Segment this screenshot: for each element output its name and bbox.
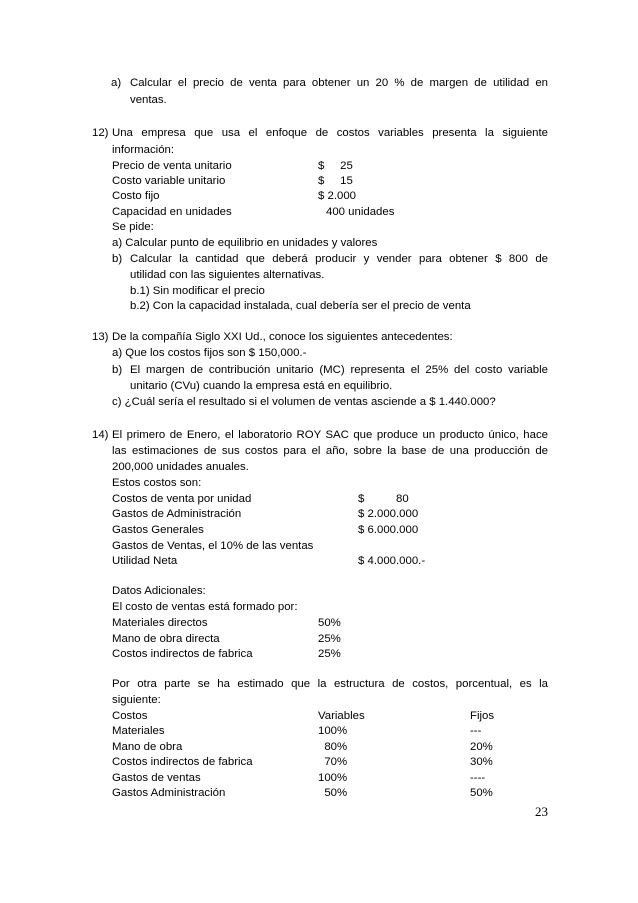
item-marker: a) (111, 77, 122, 89)
problem-text: Por otra parte se ha estimado que la estructura de costos, porcentual, es la (112, 678, 548, 690)
cost-label: Gastos Generales (112, 524, 204, 536)
composition-value: 25% (318, 648, 341, 660)
table-cell: 50% (470, 787, 493, 799)
sub-item: unitario (CVu) cuando la empresa está en equilibrio. (130, 380, 393, 392)
sub-item: a) Calcular punto de equilibrio en unidades y valores (112, 237, 378, 249)
table-cell: Mano de obra (112, 741, 183, 753)
table-header-costos: Costos (112, 710, 148, 722)
table-cell: Materiales (112, 725, 165, 737)
page-number: 23 (535, 804, 548, 819)
cost-value: $ 2.000.000 (358, 508, 419, 520)
sub-sub-item: b.1) Sin modificar el precio (130, 285, 265, 297)
problem-text: Una empresa que usa el enfoque de costos variables presenta la siguiente (112, 127, 548, 139)
data-row-value: 400 unidades (326, 206, 395, 218)
problem-text: siguiente: (112, 694, 161, 706)
cost-value: $ 80 (358, 493, 409, 505)
sub-item: a) Que los costos fijos son $ 150,000.- (112, 347, 307, 359)
data-row-value: $ 15 (318, 175, 353, 187)
problem-text: 200,000 unidades anuales. (112, 461, 249, 473)
sub-item: El margen de contribución unitario (MC) representa el 25% del costo variable (130, 364, 548, 376)
table-cell: 80% (318, 741, 348, 753)
item-text: Calcular el precio de venta para obtener un 20 % de margen de utilidad en (130, 77, 548, 89)
sub-item: utilidad con las siguientes alternativas. (130, 269, 325, 281)
table-cell: Costos indirectos de fabrica (112, 756, 253, 768)
data-row-label: Costo variable unitario (112, 175, 226, 187)
section-label: Estos costos son: (112, 477, 202, 489)
data-row-label: Precio de venta unitario (112, 160, 232, 172)
table-cell: 100% (318, 772, 348, 784)
data-row-value: $ 25 (318, 160, 353, 172)
cost-label: Costos de venta por unidad (112, 493, 252, 505)
composition-label: Costos indirectos de fabrica (112, 648, 253, 660)
problem-text: las estimaciones de sus costos para el año, sobre la base de una producción de (112, 445, 548, 457)
table-header-fijos: Fijos (470, 710, 495, 722)
problem-text: De la compañía Siglo XXI Ud., conoce los siguientes antecedentes: (112, 331, 453, 343)
composition-value: 25% (318, 633, 341, 645)
cost-value: $ 6.000.000 (358, 524, 419, 536)
item-text: ventas. (130, 94, 167, 106)
section-label: El costo de ventas está formado por: (112, 601, 298, 613)
table-cell: Gastos de ventas (112, 772, 201, 784)
problem-number: 12) (92, 127, 109, 139)
item-marker: b) (112, 253, 123, 265)
table-cell: 100% (318, 725, 348, 737)
table-cell: 30% (470, 756, 493, 768)
table-cell: ---- (470, 772, 486, 784)
cost-label: Gastos de Ventas, el 10% de las ventas (112, 540, 314, 552)
table-cell: --- (470, 725, 482, 737)
sub-item: c) ¿Cuál sería el resultado si el volumen de ventas asciende a $ 1.440.000? (112, 396, 496, 408)
data-row-label: Costo fijo (112, 190, 160, 202)
section-label: Datos Adicionales: (112, 585, 206, 597)
problem-text: El primero de Enero, el laboratorio ROY SAC que produce un producto único, hace (112, 429, 548, 441)
table-header-variables: Variables (318, 710, 365, 722)
sub-item: Calcular la cantidad que deberá producir y vender para obtener $ 800 de (130, 253, 548, 265)
data-row-value: $ 2.000 (318, 190, 357, 202)
cost-label: Utilidad Neta (112, 555, 178, 567)
composition-label: Materiales directos (112, 617, 208, 629)
problem-number: 13) (92, 331, 109, 343)
table-cell: 20% (470, 741, 493, 753)
composition-value: 50% (318, 617, 341, 629)
item-marker: b) (112, 364, 123, 376)
cost-label: Gastos de Administración (112, 508, 242, 520)
table-cell: 70% (318, 756, 348, 768)
problem-text: información: (112, 144, 175, 156)
sub-sub-item: b.2) Con la capacidad instalada, cual debería ser el precio de venta (130, 300, 471, 312)
data-row-label: Capacidad en unidades (112, 206, 232, 218)
table-cell: Gastos Administración (112, 787, 226, 799)
cost-value: $ 4.000.000.- (358, 555, 426, 567)
problem-number: 14) (92, 429, 109, 441)
se-pide-label: Se pide: (112, 221, 154, 233)
composition-label: Mano de obra directa (112, 633, 220, 645)
table-cell: 50% (318, 787, 348, 799)
